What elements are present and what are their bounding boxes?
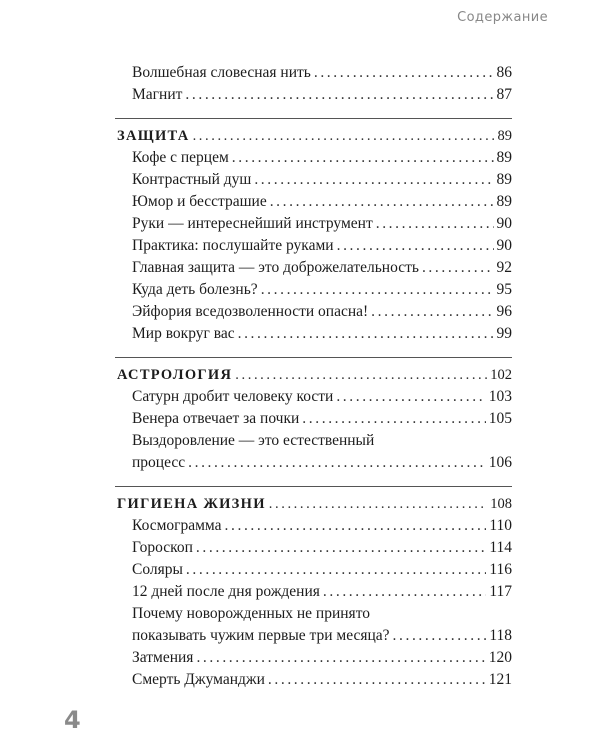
- toc-entry: [117, 62, 512, 84]
- toc-entry-page: 121: [488, 671, 512, 688]
- toc-entry: [117, 408, 512, 430]
- toc-entry-title: Практика: послушайте руками: [132, 237, 334, 254]
- toc-entry: [117, 301, 512, 323]
- toc-entry-title-line1: Почему новорожденных не принято: [132, 605, 371, 622]
- toc-entry-title: Венера отвечает за почки: [132, 410, 300, 427]
- toc-entry-page: 86: [496, 64, 512, 81]
- toc-section-heading: [117, 364, 512, 386]
- leader-dots: [193, 125, 495, 147]
- leader-dots: [337, 235, 494, 257]
- leader-dots: [422, 257, 494, 279]
- toc-entry: [117, 279, 512, 301]
- toc-entry: [117, 647, 512, 669]
- toc-entry-page: 90: [496, 237, 512, 254]
- leader-dots: [238, 323, 494, 345]
- toc-entry-page: 89: [496, 193, 512, 210]
- toc-entry: [117, 235, 512, 257]
- section-page: 108: [490, 496, 512, 512]
- toc-entry-page: 120: [488, 649, 512, 666]
- toc-entry: [117, 169, 512, 191]
- toc-entry-title-line1: Выздоровление — это естественный: [132, 432, 375, 449]
- toc-entry-title: Соляры: [132, 561, 183, 578]
- leader-dots: [302, 408, 485, 430]
- toc-entry-page: 117: [489, 583, 512, 600]
- toc-entry-title: 12 дней после дня рождения: [132, 583, 320, 600]
- leader-dots: [185, 84, 493, 106]
- toc-section-heading: [117, 125, 512, 147]
- toc-entry: [117, 191, 512, 213]
- leader-dots: [196, 647, 485, 669]
- page-number: 4: [64, 706, 81, 734]
- toc-entry-title: Кофе с перцем: [132, 149, 229, 166]
- toc-entry-page: 103: [488, 388, 512, 405]
- toc-entry-title: Сатурн дробит человеку кости: [132, 388, 334, 405]
- toc-entry-page: 106: [488, 454, 512, 471]
- toc-section-astrology: [117, 357, 512, 474]
- toc-entry: [117, 213, 512, 235]
- toc-entry-title: Космограмма: [132, 517, 222, 534]
- leader-dots: [254, 169, 493, 191]
- toc-entry: [117, 386, 512, 408]
- toc-entry-title: Волшебная словесная нить: [132, 64, 311, 81]
- toc-entry-title: Юмор и бесстрашие: [132, 193, 267, 210]
- leader-dots: [323, 581, 486, 603]
- toc-entry-title: Затмения: [132, 649, 194, 666]
- section-divider: [115, 357, 512, 358]
- toc-entry-page: 99: [496, 325, 512, 342]
- toc-entry-page: 96: [496, 303, 512, 320]
- leader-dots: [232, 147, 494, 169]
- toc-entry-page: 90: [496, 215, 512, 232]
- toc-entry-title: Контрастный душ: [132, 171, 252, 188]
- toc-entry-title: Мир вокруг вас: [132, 325, 235, 342]
- section-page: 89: [497, 128, 512, 144]
- toc-entry-title: Магнит: [132, 86, 183, 103]
- leader-dots: [188, 452, 486, 474]
- leader-dots: [393, 625, 487, 647]
- toc-entry: [117, 452, 512, 474]
- toc-section-life-hygiene: [117, 486, 512, 691]
- leader-dots: [225, 515, 487, 537]
- toc-entry-title: Смерть Джуманджи: [132, 671, 265, 688]
- leader-dots: [270, 191, 494, 213]
- toc-entry-page: 118: [489, 627, 512, 644]
- toc-entry-title: Куда деть болезнь?: [132, 281, 258, 298]
- toc-entry: [117, 515, 512, 537]
- toc-continuation: [117, 62, 512, 106]
- toc-entry: [117, 581, 512, 603]
- toc-entry: [117, 147, 512, 169]
- toc-section-protection: [117, 118, 512, 345]
- toc-entry: [117, 537, 512, 559]
- leader-dots: [371, 301, 493, 323]
- toc-entry-page: 95: [496, 281, 512, 298]
- leader-dots: [235, 364, 487, 386]
- toc-entry: [117, 559, 512, 581]
- toc-entry-title: Гороскоп: [132, 539, 193, 556]
- toc-entry-title: процесс: [132, 454, 186, 471]
- toc-entry-title: Главная защита — это доброжелательность: [132, 259, 419, 276]
- toc-entry-page: 89: [496, 171, 512, 188]
- toc-entry-page: 92: [496, 259, 512, 276]
- toc-entry: [117, 257, 512, 279]
- table-of-contents: [117, 62, 512, 691]
- toc-section-heading: [117, 493, 512, 515]
- leader-dots: [314, 62, 494, 84]
- toc-entry: [117, 84, 512, 106]
- leader-dots: [336, 386, 485, 408]
- section-divider: [115, 486, 512, 487]
- leader-dots: [376, 213, 494, 235]
- leader-dots: [186, 559, 486, 581]
- section-page: 102: [490, 367, 512, 383]
- toc-entry-page: 116: [489, 561, 512, 578]
- toc-entry-title: Руки — интереснейший инструмент: [132, 215, 373, 232]
- section-title: ЗАЩИТА: [117, 128, 190, 144]
- toc-entry-page: 114: [489, 539, 512, 556]
- toc-entry-page: 110: [489, 517, 512, 534]
- section-title: АСТРОЛОГИЯ: [117, 367, 233, 383]
- toc-entry: [117, 669, 512, 691]
- section-divider: [115, 118, 512, 119]
- toc-entry-page: 87: [496, 86, 512, 103]
- toc-entry-page: 105: [488, 410, 512, 427]
- leader-dots: [269, 493, 487, 515]
- toc-entry-title: Эйфория вседозволенности опасна!: [132, 303, 369, 320]
- leader-dots: [261, 279, 494, 301]
- toc-entry-page: 89: [496, 149, 512, 166]
- leader-dots: [268, 669, 486, 691]
- leader-dots: [196, 537, 486, 559]
- running-head: Содержание: [457, 10, 548, 25]
- toc-entry: [117, 625, 512, 647]
- toc-entry: [117, 323, 512, 345]
- section-title: ГИГИЕНА ЖИЗНИ: [117, 496, 266, 512]
- toc-entry-title: показывать чужим первые три месяца?: [132, 627, 390, 644]
